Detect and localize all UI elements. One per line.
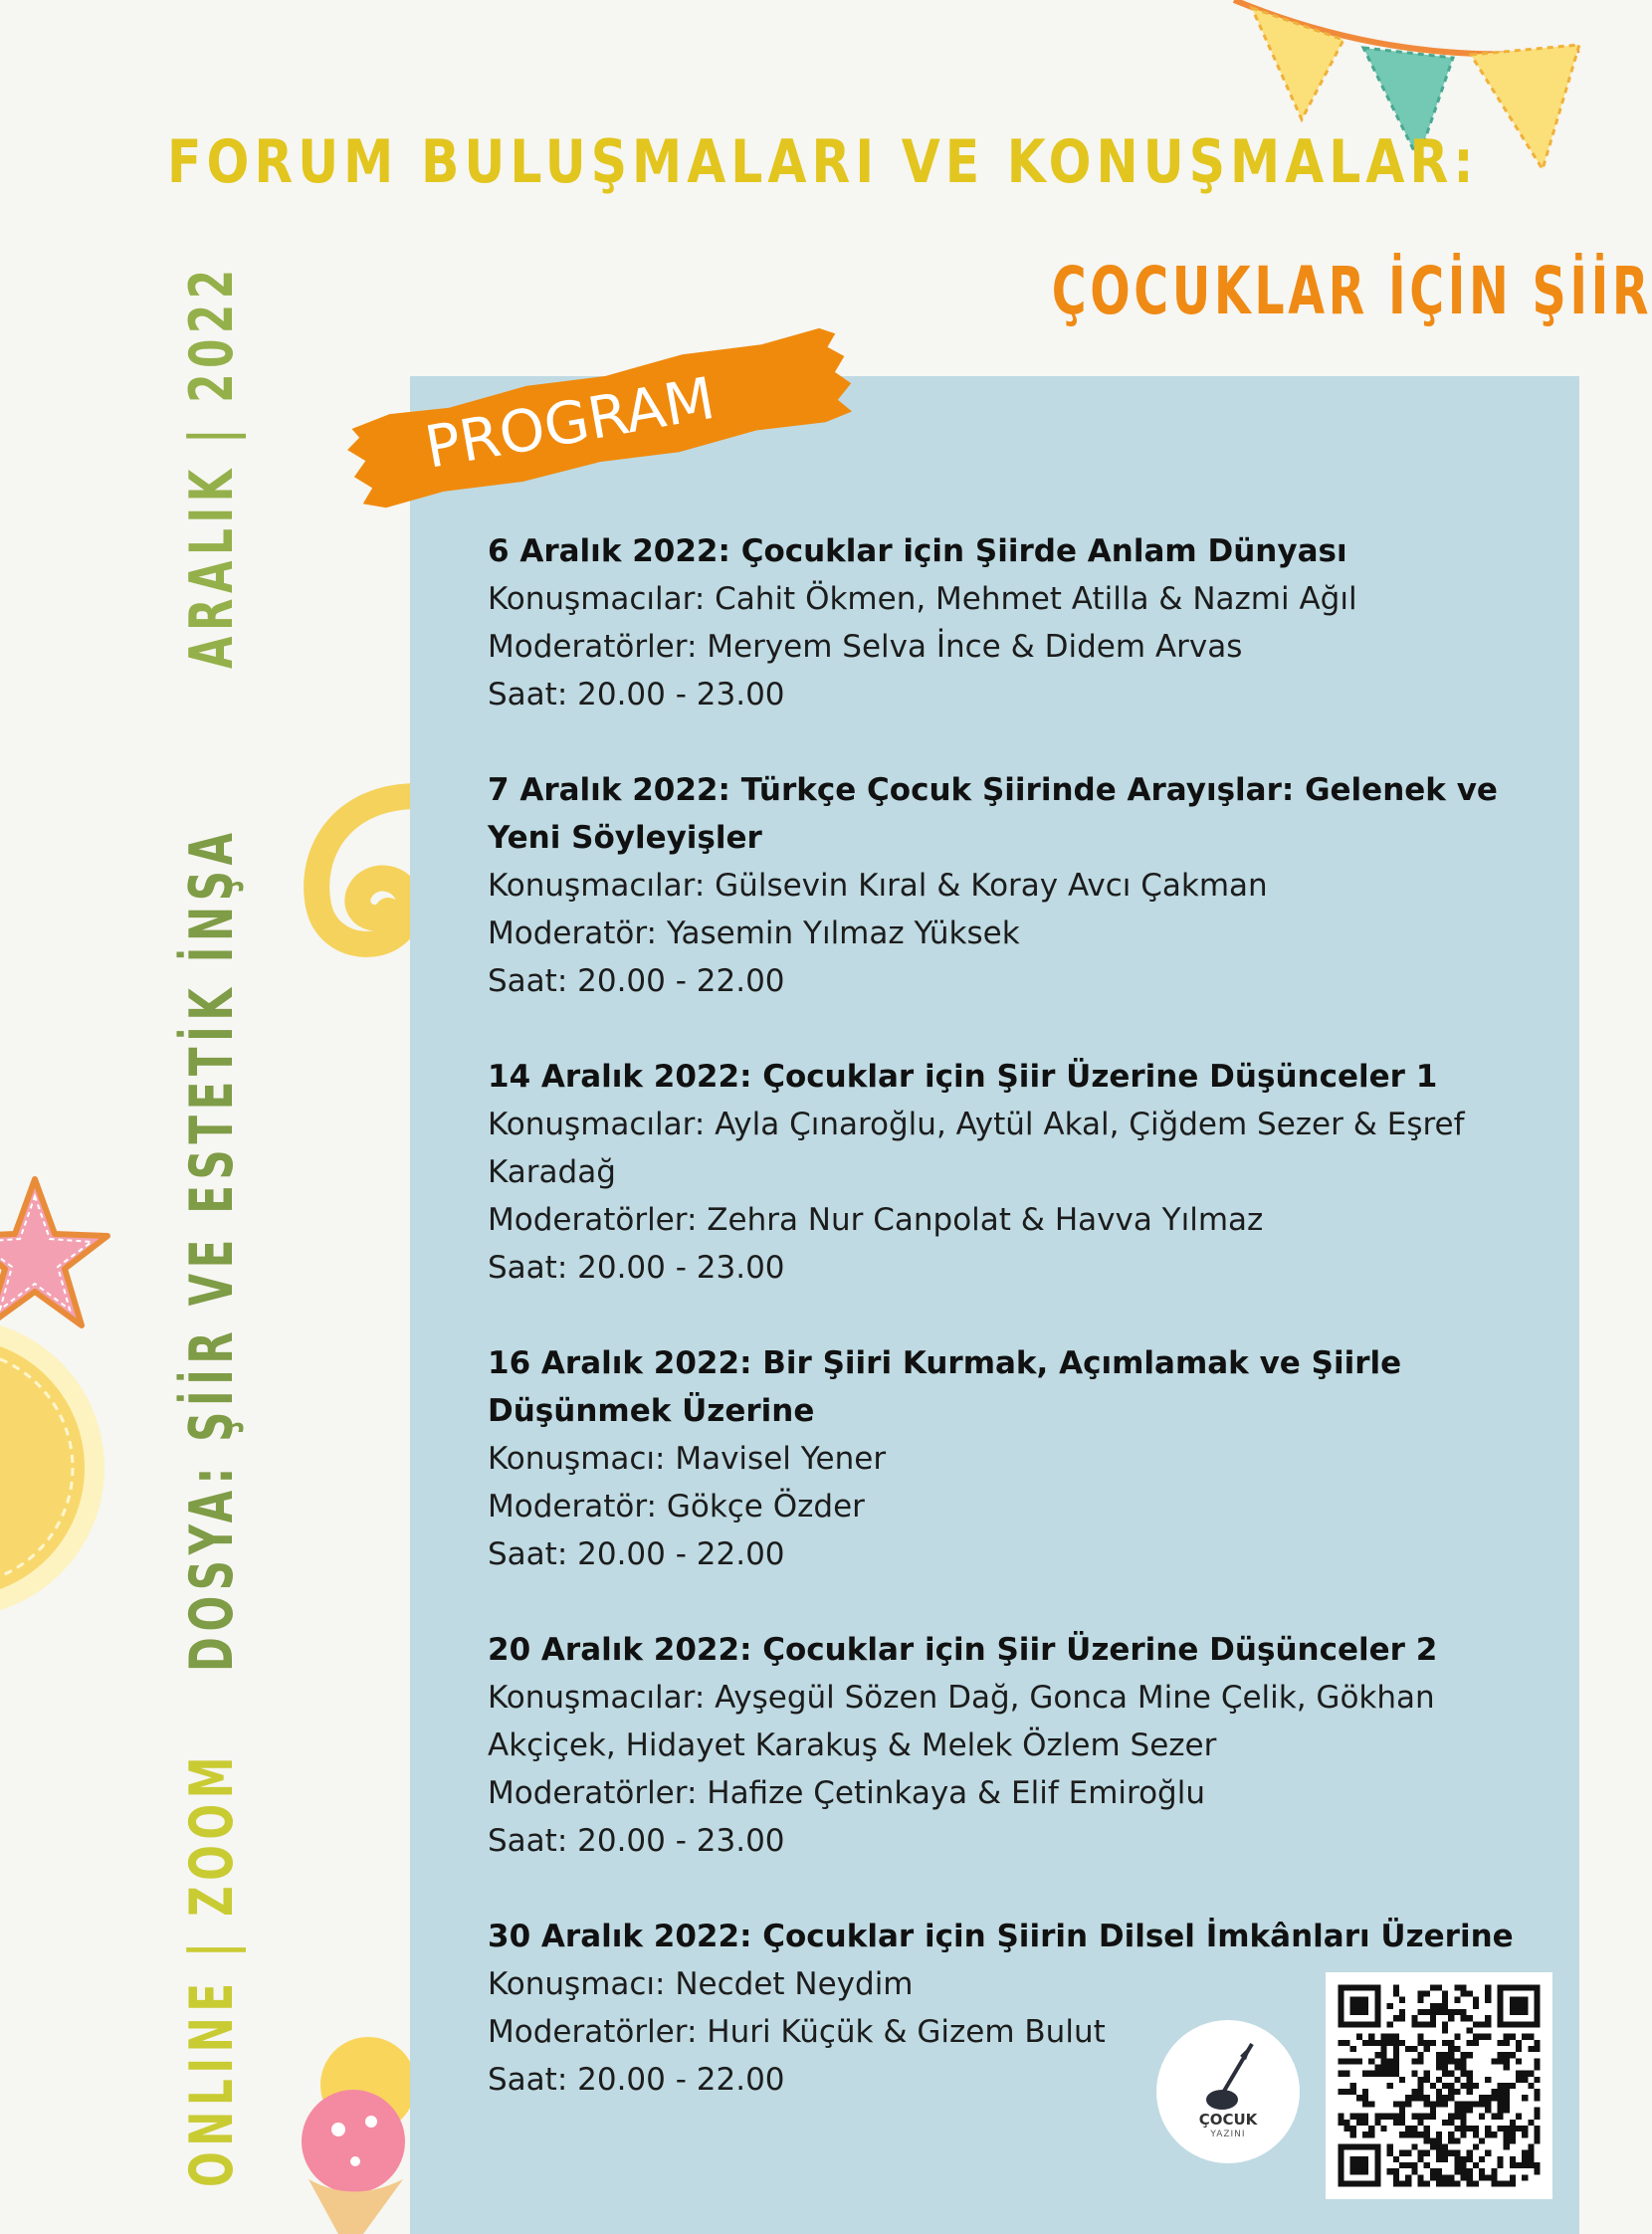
event-item — [488, 527, 1543, 718]
program-banner — [333, 316, 861, 515]
event-speakers: Konuşmacılar: Ayşegül Sözen Dağ, Gonca Mine Çelik, Gökhan Akçiçek, Hidayet Karakuş & Melek Özlem Sezer — [488, 1680, 1435, 1763]
event-item — [488, 1339, 1543, 1578]
side-platform-label: ONLINE | ZOOM — [177, 1750, 247, 2187]
page-title: FORUM BULUŞMALARI VE KONUŞMALAR: — [167, 127, 1479, 197]
event-item — [488, 1053, 1543, 1292]
event-time: Saat: 20.00 - 22.00 — [488, 2062, 785, 2098]
event-time: Saat: 20.00 - 23.00 — [488, 1823, 785, 1859]
event-speakers: Konuşmacı: Necdet Neydim — [488, 1966, 914, 2002]
event-moderators: Moderatör: Yasemin Yılmaz Yüksek — [488, 915, 1020, 951]
event-moderators: Moderatörler: Zehra Nur Canpolat & Havva Yılmaz — [488, 1202, 1264, 1238]
program-banner-label: PROGRAM — [420, 363, 720, 482]
page-subtitle: ÇOCUKLAR İÇİN ŞİİR — [1051, 253, 1652, 329]
ice-cream-decoration — [294, 2030, 423, 2234]
logo-name: ÇOCUK — [1198, 2111, 1258, 2129]
event-speakers: Konuşmacılar: Ayla Çınaroğlu, Aytül Akal, Çiğdem Sezer & Eşref Karadağ — [488, 1107, 1465, 1190]
event-title: 7 Aralık 2022: Türkçe Çocuk Şiirinde Arayışlar: Gelenek ve Yeni Söyleyişler — [488, 772, 1498, 856]
logo-subtitle: YAZINI — [1210, 2130, 1246, 2139]
event-title: 14 Aralık 2022: Çocuklar için Şiir Üzerine Düşünceler 1 — [488, 1059, 1438, 1095]
event-title: 6 Aralık 2022: Çocuklar için Şiirde Anlam Dünyası — [488, 533, 1347, 569]
event-moderators: Moderatörler: Hafize Çetinkaya & Elif Emiroğlu — [488, 1775, 1205, 1811]
event-time: Saat: 20.00 - 22.00 — [488, 963, 785, 999]
quill-pen-icon — [1200, 2038, 1260, 2118]
event-speakers: Konuşmacı: Mavisel Yener — [488, 1441, 887, 1477]
event-moderators: Moderatörler: Huri Küçük & Gizem Bulut — [488, 2014, 1106, 2050]
star-decoration — [0, 1174, 109, 1333]
event-speakers: Konuşmacılar: Cahit Ökmen, Mehmet Atilla & Nazmi Ağıl — [488, 581, 1357, 617]
event-moderators: Moderatör: Gökçe Özder — [488, 1489, 865, 1524]
event-list — [488, 527, 1543, 2151]
sun-decoration — [0, 1314, 109, 1622]
event-title: 30 Aralık 2022: Çocuklar için Şiirin Dilsel İmkânları Üzerine — [488, 1919, 1514, 1954]
event-time: Saat: 20.00 - 23.00 — [488, 1250, 785, 1286]
side-dossier-label: DOSYA: ŞİİR VE ESTETİK İNŞA — [177, 827, 247, 1672]
event-moderators: Moderatörler: Meryem Selva İnce & Didem Arvas — [488, 629, 1243, 665]
event-title: 16 Aralık 2022: Bir Şiiri Kurmak, Açımlamak ve Şiirle Düşünmek Üzerine — [488, 1345, 1402, 1429]
qr-code — [1326, 1972, 1552, 2199]
event-speakers: Konuşmacılar: Gülsevin Kıral & Koray Avcı Çakman — [488, 868, 1268, 904]
side-date-label: ARALIK | 2022 — [177, 264, 247, 669]
event-title: 20 Aralık 2022: Çocuklar için Şiir Üzerine Düşünceler 2 — [488, 1632, 1438, 1668]
event-time: Saat: 20.00 - 22.00 — [488, 1536, 785, 1572]
event-time: Saat: 20.00 - 23.00 — [488, 677, 785, 712]
cocuk-yazini-logo — [1156, 2020, 1300, 2163]
event-item — [488, 766, 1543, 1005]
event-item — [488, 1626, 1543, 1865]
spiral-decoration — [299, 776, 428, 975]
